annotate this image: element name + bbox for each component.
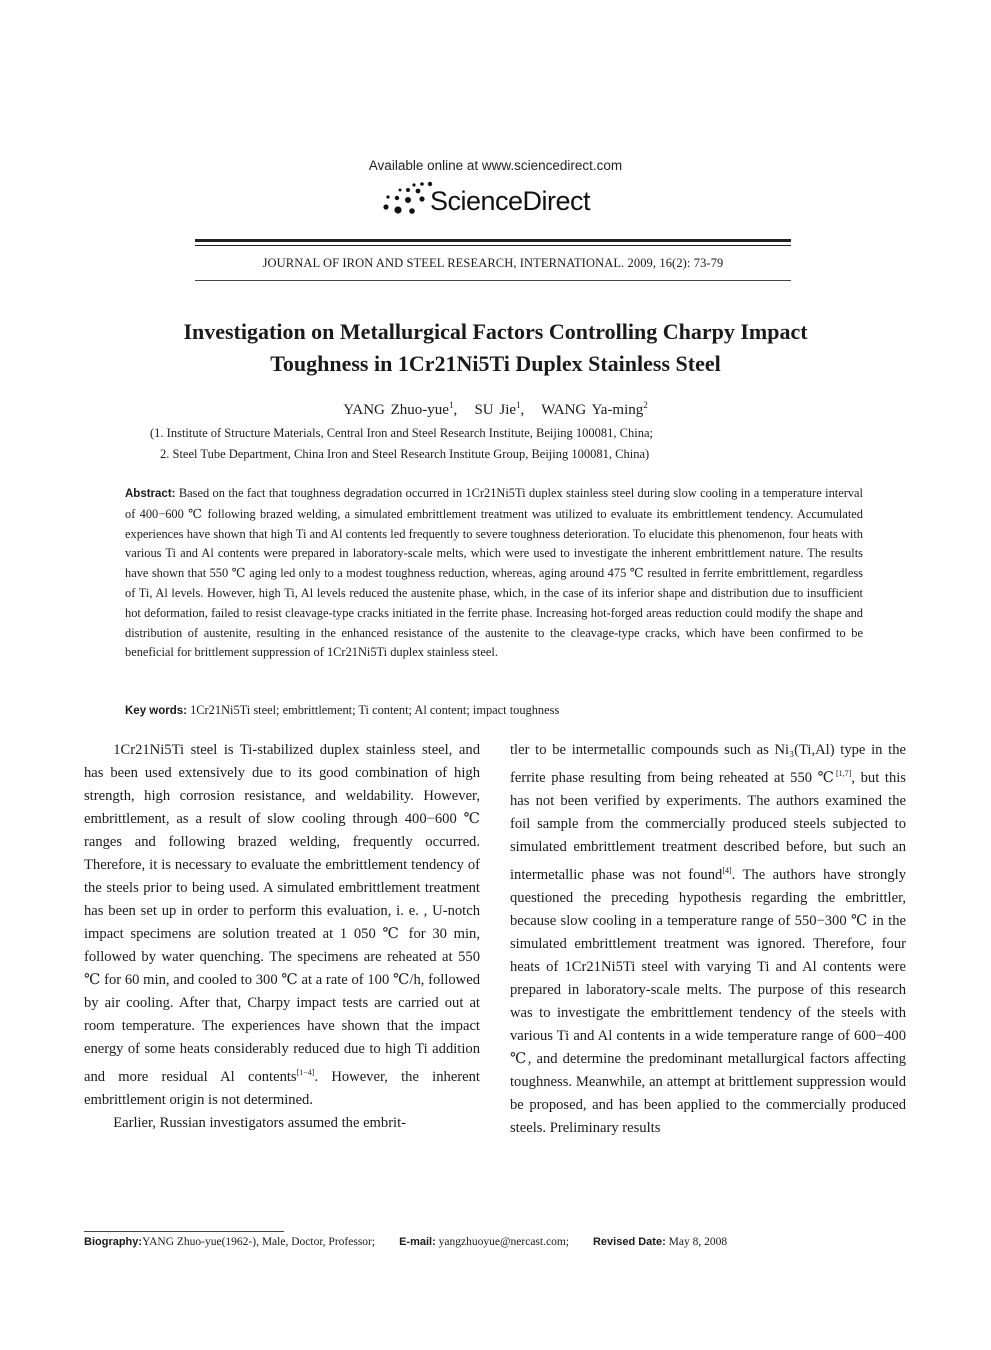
footnote	[84, 1236, 914, 1248]
citation-ref: [1,7]	[836, 769, 852, 778]
author-affil-mark: 2	[643, 400, 648, 410]
journal-citation: JOURNAL OF IRON AND STEEL RESEARCH, INTERNATIONAL. 2009, 16(2): 73-79	[262, 256, 724, 270]
paragraph	[510, 739, 906, 1140]
body-column-left	[84, 739, 480, 1135]
author-affil-mark: 1	[448, 400, 454, 410]
citation-ref: [1−4]	[296, 1068, 315, 1077]
affiliations	[150, 423, 850, 465]
revised-date-label: Revised Date:	[592, 1236, 666, 1248]
paragraph-text: . However, the inherent embrittlement origin is not determined.	[84, 1068, 480, 1108]
author-list	[0, 400, 991, 419]
header-rule-bottom	[195, 280, 791, 281]
author-name: WANG Ya-ming	[541, 402, 644, 418]
abstract-label: Abstract:	[125, 488, 176, 500]
email-label: E-mail:	[399, 1236, 436, 1248]
author-separator: ,	[453, 402, 475, 418]
citation-ref: [4]	[722, 865, 732, 875]
paragraph	[84, 739, 480, 1112]
abstract	[125, 484, 863, 663]
paragraph-text: 1Cr21Ni5Ti steel is Ti-stabilized duplex stainless steel, and has been used extensively due to its good combination of high strength, high corrosion resistance, and weldability. However, embrittlement, as a result of slow cooling through 400−600 ℃ ranges and following brazed welding, frequently occurred. Therefore, it is necessary to evaluate the embrittlement tendency of the steels prior to being used. A simulated embrittlement treatment has been set up in order to perform this evaluation, i. e. , U-notch impact specimens are solution treated at 1 050 ℃ for 30 min, followed by water quenching. The specimens are reheated at 550 ℃ for 60 min, and cooled to 300 ℃ at a rate of 100 ℃/h, followed by air cooling. After that, Charpy impact tests are carried out at room temperature. The experiences have shown that the impact energy of some heats considerably reduced due to high Ti addition and more residual Al contents	[84, 742, 480, 1085]
biography-text: YANG Zhuo-yue(1962-), Male, Doctor, Professor;	[142, 1236, 376, 1248]
footnote-rule	[84, 1231, 284, 1232]
affiliation-2: 2. Steel Tube Department, China Iron and Steel Research Institute Group, Beijing 100081, China)	[160, 447, 650, 461]
author-name: SU Jie	[474, 402, 517, 418]
author-name: YANG Zhuo-yue	[343, 402, 449, 418]
paragraph-text: . The authors have strongly questioned the preceding hypothesis regarding the embrittler, because slow cooling in a temperature range of 550−300 ℃ in the simulated embrittlement treatment was ignored. Therefore, four heats of 1Cr21Ni5Ti steel with varying Ti and Al contents were prepared in laboratory-scale melts. The purpose of this research was to investigate the embrittlement tendency of the steels with various Ti and Al contents in a wide temperature range of 600−400 ℃, and determine the predominant metallurgical factors affecting toughness. Meanwhile, an attempt at brittlement suppression would be proposed, and has been applied to the commercially produced steels. Preliminary results	[510, 866, 906, 1136]
paragraph: Earlier, Russian investigators assumed the embrit-	[113, 1114, 407, 1131]
sciencedirect-dots-icon	[378, 180, 438, 218]
title-line-2: Toughness in 1Cr21Ni5Ti Duplex Stainless Steel	[270, 351, 721, 376]
sciencedirect-logo	[378, 178, 618, 222]
paragraph-text: , but this has not been verified by experiments. The authors examined the foil sample from the commercially produced steels subjected to simulated embrittlement treatment described before, but such an intermetallic phase was not found	[510, 769, 906, 883]
title-line-1: Investigation on Metallurgical Factors Controlling Charpy Impact	[183, 319, 808, 344]
header-rule-thin	[195, 245, 791, 246]
body-column-right	[510, 739, 906, 1140]
biography-label: Biography:	[84, 1236, 143, 1248]
author-separator: ,	[520, 402, 542, 418]
keywords-text: 1Cr21Ni5Ti steel; embrittlement; Ti content; Al content; impact toughness	[187, 703, 560, 717]
revised-date-text: May 8, 2008	[668, 1236, 728, 1248]
available-online-text: Available online at www.sciencedirect.com	[368, 158, 623, 173]
abstract-text: Based on the fact that toughness degradation occurred in 1Cr21Ni5Ti duplex stainless steel during slow cooling in a temperature interval of 400−600 ℃ following brazed welding, a simulated embrittlement treatment was utilized to evaluate its embrittlement tendency. Accumulated experiences have shown that high Ti and Al contents led frequently to severe toughness deterioration. To elucidate this phenomenon, four heats with various Ti and Al contents were prepared in laboratory-scale melts, which were used to investigate the inherent embrittlement nature. The results have shown that 550 ℃ aging led only to a modest toughness reduction, whereas, aging around 475 ℃ resulted in ferrite embrittlement, regardless of Ti, Al levels. However, high Ti, Al levels reduced the austenite phase, which, in the case of its inferior shape and distribution due to insufficient hot deformation, failed to resist cleavage-type cracks initiated in the ferrite phase. Increasing hot-forged areas reduction could modify the shape and distribution of austenite, resulting in the enhanced resistance of the austenite to the cleavage-type cracks, which have been confirmed to be beneficial for brittlement suppression of 1Cr21Ni5Ti duplex stainless steel.	[125, 486, 863, 660]
keywords	[125, 703, 863, 718]
article-title	[80, 316, 911, 380]
header-rule-thick	[195, 239, 791, 242]
keywords-label: Key words:	[125, 705, 187, 717]
sciencedirect-logo-text: ScienceDirect	[430, 186, 591, 216]
email-text: yangzhuoyue@nercast.com;	[438, 1236, 569, 1248]
paragraph-text: tler to be intermetallic compounds such as Ni₃(Ti,Al) type in the ferrite phase resulting from being reheated at 550 ℃	[510, 742, 906, 786]
author-affil-mark: 1	[516, 400, 521, 410]
affiliation-1: (1. Institute of Structure Materials, Central Iron and Steel Research Institute, Beijing 100081, China;	[150, 426, 654, 440]
